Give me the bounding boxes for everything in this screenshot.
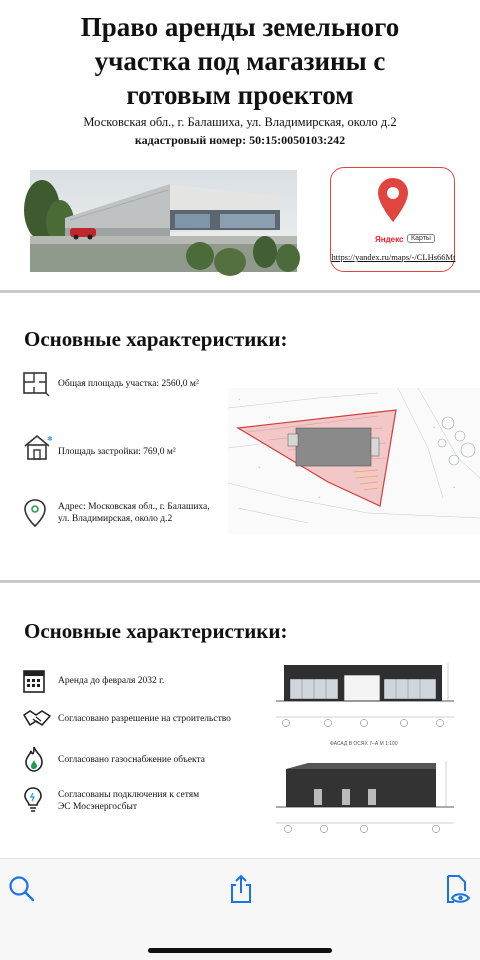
svg-text:+: + xyxy=(268,415,271,419)
facade-drawing-front xyxy=(268,659,464,731)
cadastral-number: кадастровый номер: 50:15:0050103:242 xyxy=(134,133,346,147)
map-pin-icon xyxy=(376,176,410,224)
section-heading: Основные характеристики: xyxy=(24,327,288,351)
svg-text:+: + xyxy=(238,397,241,401)
address-line: Московская обл., г. Балашиха, ул. Владимирская, около д.2 xyxy=(83,115,397,129)
svg-text:✱: ✱ xyxy=(47,435,53,443)
feature-text: Площадь застройки: 769,0 м² xyxy=(58,447,176,457)
section-heading: Основные характеристики: xyxy=(24,619,288,643)
title-line-1: Право аренды земельного xyxy=(80,12,400,42)
feature-text: Согласовано газоснабжение объекта xyxy=(58,755,205,765)
page-2 xyxy=(0,293,480,580)
lightbulb-icon xyxy=(22,786,44,814)
search-icon[interactable] xyxy=(8,875,36,903)
feature-text-line-1: Адрес: Московская обл., г. Балашиха, xyxy=(58,502,210,512)
building-render-image xyxy=(30,170,297,272)
facade-drawing-side xyxy=(268,755,464,835)
home-indicator xyxy=(148,948,332,953)
yandex-maps-badge: Карты xyxy=(407,234,435,243)
feature-text-line-2: ул. Владимирская, около д.2 xyxy=(58,514,173,524)
document-view-icon[interactable] xyxy=(444,874,472,906)
svg-text:+: + xyxy=(453,485,456,489)
title-line-3: готовым проектом xyxy=(126,80,354,110)
feature-text: Аренда до февраля 2032 г. xyxy=(58,676,165,686)
svg-text:+: + xyxy=(433,425,436,429)
page-title xyxy=(30,10,450,112)
feature-text: Общая площадь участка: 2560,0 м² xyxy=(58,379,199,389)
location-pin-icon xyxy=(22,497,48,529)
share-icon[interactable] xyxy=(228,873,254,905)
feature-text: Согласовано разрешение на строительство xyxy=(58,714,231,724)
yandex-map-card[interactable] xyxy=(330,167,455,272)
svg-text:+: + xyxy=(318,495,321,499)
facade-caption: ФАСАД В ОСЯХ 7–А М 1:100 xyxy=(330,741,398,747)
svg-text:+: + xyxy=(258,465,261,469)
floor-plan-icon xyxy=(22,371,50,397)
page-1 xyxy=(0,0,480,290)
handshake-icon xyxy=(22,707,52,729)
calendar-icon xyxy=(22,668,46,694)
page-3 xyxy=(0,583,480,858)
flame-icon xyxy=(22,745,46,773)
bottom-toolbar xyxy=(0,858,480,960)
house-icon xyxy=(22,433,52,461)
yandex-maps-link[interactable]: https://yandex.ru/maps/-/CLHs66Mt xyxy=(331,252,456,262)
feature-text-line-2: ЭС Мосэнергосбыт xyxy=(58,802,137,812)
site-plan-image xyxy=(228,388,480,534)
feature-text-line-1: Согласованы подключения к сетям xyxy=(58,790,200,800)
title-line-2: участка под магазины с xyxy=(94,46,386,76)
yandex-logo-text: Яндекс xyxy=(375,235,404,244)
